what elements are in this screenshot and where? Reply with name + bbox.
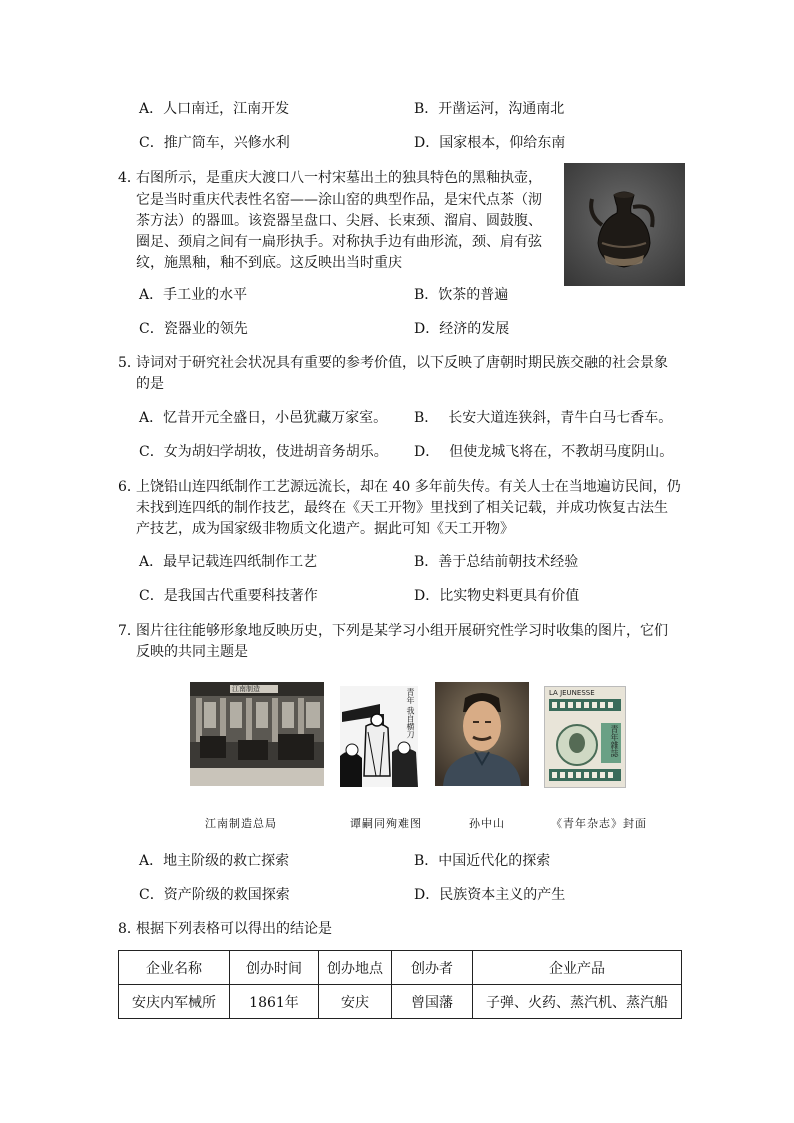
sun-yat-sen-portrait bbox=[435, 682, 529, 786]
q3-option-d[interactable]: D．国家根本，仰给东南 bbox=[414, 135, 566, 151]
q7-option-a[interactable]: A．地主阶级的救亡探索 bbox=[139, 853, 290, 869]
magazine-title-text: LA JEUNESSE bbox=[549, 689, 595, 697]
q6-option-d[interactable]: D．比实物史料更具有价值 bbox=[414, 588, 580, 604]
table-header-cell: 创办地点 bbox=[319, 951, 392, 985]
q3-option-a[interactable]: A．人口南迁，江南开发 bbox=[139, 101, 290, 117]
q6-option-c[interactable]: C．是我国古代重要科技著作 bbox=[139, 588, 318, 604]
poster-calligraphy-text: 青年 我自横刀 bbox=[406, 688, 415, 739]
tan-sitong-martyrdom-illustration bbox=[340, 686, 418, 787]
caption-jiangnan-arsenal: 江南制造总局 bbox=[205, 817, 277, 830]
q5-option-b[interactable]: B． 长安大道连狭斜，青牛白马七香车。 bbox=[414, 410, 673, 426]
q5-option-c[interactable]: C．女为胡妇学胡妆，伎进胡音务胡乐。 bbox=[139, 444, 388, 460]
q6-stem-line-2: 未找到连四纸的制作技艺，最终在《天工开物》里找到了相关记载，并成功恢复古法生 bbox=[136, 500, 668, 516]
q5-option-a[interactable]: A．忆昔开元全盛日，小邑犹藏万家室。 bbox=[139, 410, 388, 426]
q7-option-c[interactable]: C．资产阶级的救国探索 bbox=[139, 887, 290, 903]
caption-new-youth: 《青年杂志》封面 bbox=[551, 817, 647, 830]
magazine-chinese-title: 青年雜誌 bbox=[610, 725, 619, 757]
table-cell: 曾国藩 bbox=[392, 985, 473, 1019]
q4-option-d[interactable]: D．经济的发展 bbox=[414, 321, 510, 337]
caption-sun-yat-sen: 孙中山 bbox=[469, 817, 505, 830]
enterprise-table bbox=[118, 950, 682, 1019]
table-cell: 安庆内军械所 bbox=[119, 985, 230, 1019]
q6-stem-line-1: 上饶铅山连四纸制作工艺源远流长，却在 40 多年前失传。有关人士在当地遍访民间，仍 bbox=[136, 479, 681, 495]
black-glazed-ewer-photo bbox=[564, 163, 685, 286]
q5-number: 5． bbox=[118, 355, 141, 371]
table-header-cell: 企业名称 bbox=[119, 951, 230, 985]
table-cell: 1861年 bbox=[230, 985, 319, 1019]
caption-tan-sitong: 谭嗣同殉难图 bbox=[350, 817, 422, 830]
q4-stem-line-3: 茶方法）的器皿。该瓷器呈盘口、尖唇、长束颈、溜肩、圆鼓腹、 bbox=[136, 213, 542, 229]
table-cell: 安庆 bbox=[319, 985, 392, 1019]
q4-option-b[interactable]: B．饮茶的普遍 bbox=[414, 287, 509, 303]
q6-number: 6． bbox=[118, 479, 141, 495]
q7-stem-line-1: 图片往往能够形象地反映历史，下列是某学习小组开展研究性学习时收集的图片，它们 bbox=[136, 623, 668, 639]
q6-stem-line-3: 产技艺，成为国家级非物质文化遗产。据此可知《天工开物》 bbox=[136, 521, 514, 537]
q7-option-d[interactable]: D．民族资本主义的产生 bbox=[414, 887, 566, 903]
q4-option-a[interactable]: A．手工业的水平 bbox=[139, 287, 248, 303]
q7-option-b[interactable]: B．中国近代化的探索 bbox=[414, 853, 551, 869]
q3-option-b[interactable]: B．开凿运河，沟通南北 bbox=[414, 101, 565, 117]
q6-option-b[interactable]: B．善于总结前朝技术经验 bbox=[414, 554, 579, 570]
q4-stem-line-5: 纹，施黑釉，釉不到底。这反映出当时重庆 bbox=[136, 255, 402, 271]
table-header-cell: 创办者 bbox=[392, 951, 473, 985]
q4-number: 4． bbox=[118, 170, 141, 186]
table-header-cell: 企业产品 bbox=[473, 951, 682, 985]
q8-number: 8． bbox=[118, 921, 141, 937]
table-row bbox=[119, 985, 682, 1019]
q5-stem-line-1: 诗词对于研究社会状况具有重要的参考价值，以下反映了唐朝时期民族交融的社会景象 bbox=[136, 355, 668, 371]
jiangnan-arsenal-photo bbox=[190, 682, 324, 786]
q3-option-c[interactable]: C．推广筒车，兴修水利 bbox=[139, 135, 290, 151]
q7-number: 7． bbox=[118, 623, 141, 639]
table-header-row bbox=[119, 951, 682, 985]
q4-option-c[interactable]: C．瓷器业的领先 bbox=[139, 321, 248, 337]
q5-stem-line-2: 的是 bbox=[136, 376, 164, 392]
table-cell: 子弹、火药、蒸汽机、蒸汽船 bbox=[473, 985, 682, 1019]
q7-stem-line-2: 反映的共同主题是 bbox=[136, 644, 248, 660]
table-header-cell: 创办时间 bbox=[230, 951, 319, 985]
new-youth-magazine-cover bbox=[544, 686, 626, 788]
q5-option-d[interactable]: D． 但使龙城飞将在，不教胡马度阴山。 bbox=[414, 444, 674, 460]
q6-option-a[interactable]: A．最早记载连四纸制作工艺 bbox=[139, 554, 318, 570]
arsenal-plate-text: 江南制造 bbox=[232, 685, 260, 693]
q8-stem-line-1: 根据下列表格可以得出的结论是 bbox=[136, 921, 332, 937]
q4-stem-line-1: 右图所示，是重庆大渡口八一村宋墓出土的独具特色的黑釉执壶， bbox=[136, 170, 542, 186]
q4-stem-line-2: 它是当时重庆代表性名窑——涂山窑的典型作品，是宋代点茶（沏 bbox=[136, 192, 542, 208]
q4-stem-line-4: 圈足、颈肩之间有一扁形执手。对称执手边有曲形流，颈、肩有弦 bbox=[136, 234, 542, 250]
